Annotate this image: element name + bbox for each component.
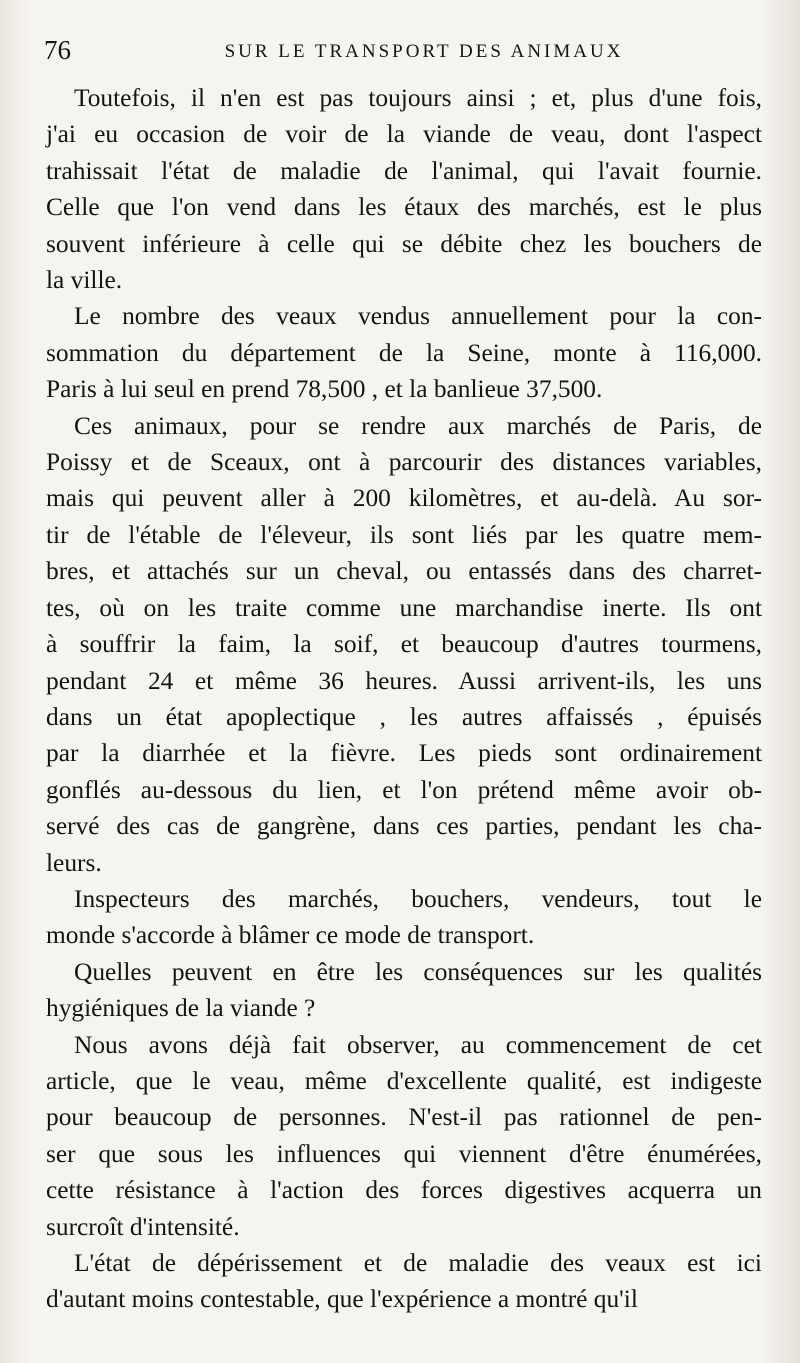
text-line: à souffrir la faim, la soif, et beaucoup d'autres tourmens, [46, 630, 762, 659]
text-line: Inspecteurs des marchés, bouchers, vendeurs, tout le [74, 884, 762, 913]
text-line: Poissy et de Sceaux, ont à parcourir des distances variables, [46, 448, 762, 477]
text-line: par la diarrhée et la fièvre. Les pieds sont ordinairement [46, 739, 762, 768]
paragraph [46, 408, 762, 881]
text-line: sommation du département de la Seine, monte à 116,000. [46, 338, 762, 367]
text-line: tir de l'étable de l'éleveur, ils sont liés par les quatre mem- [46, 520, 762, 549]
text-line: j'ai eu occasion de voir de la viande de veau, dont l'aspect [46, 120, 762, 149]
text-line: Le nombre des veaux vendus annuellement pour la con- [74, 302, 762, 331]
text-line: ser que sous les influences qui viennent d'être énumérées, [46, 1139, 762, 1168]
text-line: Ces animaux, pour se rendre aux marchés de Paris, de [74, 411, 762, 440]
text-line: trahissait l'état de maladie de l'animal, qui l'avait fournie. [46, 156, 762, 185]
paragraph [46, 881, 762, 954]
text-line: surcroît d'intensité. [46, 1212, 240, 1241]
text-line: tes, où on les traite comme une marchandise inerte. Ils ont [46, 593, 762, 622]
running-head: SUR LE TRANSPORT DES ANIMAUX [224, 41, 624, 62]
paragraph [46, 954, 762, 1027]
text-line: Paris à lui seul en prend 78,500 , et la banlieue 37,500. [46, 375, 603, 404]
text-line: Quelles peuvent en être les conséquences sur les qualités [74, 957, 762, 986]
text-line: servé des cas de gangrène, dans ces parties, pendant les cha- [46, 812, 762, 841]
text-line: pendant 24 et même 36 heures. Aussi arrivent-ils, les uns [46, 666, 762, 695]
text-line: Toutefois, il n'en est pas toujours ainsi ; et, plus d'une fois, [74, 84, 762, 112]
page-number: 76 [44, 35, 71, 65]
text-line: d'autant moins contestable, que l'expérience a montré qu'il [46, 1285, 638, 1314]
text-line: bres, et attachés sur un cheval, ou entassés dans des charret- [46, 557, 762, 586]
paragraph [46, 80, 762, 298]
paragraph [46, 1245, 762, 1318]
text-line: Celle que l'on vend dans les étaux des marchés, est le plus [46, 193, 762, 222]
text-line: la ville. [46, 266, 123, 295]
text-line: souvent inférieure à celle qui se débite chez les bouchers de [46, 229, 762, 258]
page-header [44, 30, 764, 70]
text-line: monde s'accorde à blâmer ce mode de transport. [46, 921, 535, 950]
body-text [46, 80, 762, 1318]
text-line: article, que le veau, même d'excellente qualité, est indigeste [46, 1066, 762, 1095]
text-line: gonflés au-dessous du lien, et l'on prétend même avoir ob- [46, 775, 762, 804]
text-line: L'état de dépérissement et de maladie des veaux est ici [74, 1249, 762, 1277]
paragraph [46, 1027, 762, 1245]
text-line: cette résistance à l'action des forces digestives acquerra un [46, 1176, 762, 1205]
text-line: Nous avons déjà fait observer, au commencement de cet [74, 1030, 762, 1059]
text-line: dans un état apoplectique , les autres affaissés , épuisés [46, 702, 762, 731]
text-line: pour beaucoup de personnes. N'est-il pas rationnel de pen- [46, 1103, 762, 1132]
text-line: hygiéniques de la viande ? [46, 994, 316, 1023]
paragraph [46, 298, 762, 407]
text-line: mais qui peuvent aller à 200 kilomètres, et au-delà. Au sor- [46, 484, 762, 513]
text-line: leurs. [46, 848, 102, 877]
